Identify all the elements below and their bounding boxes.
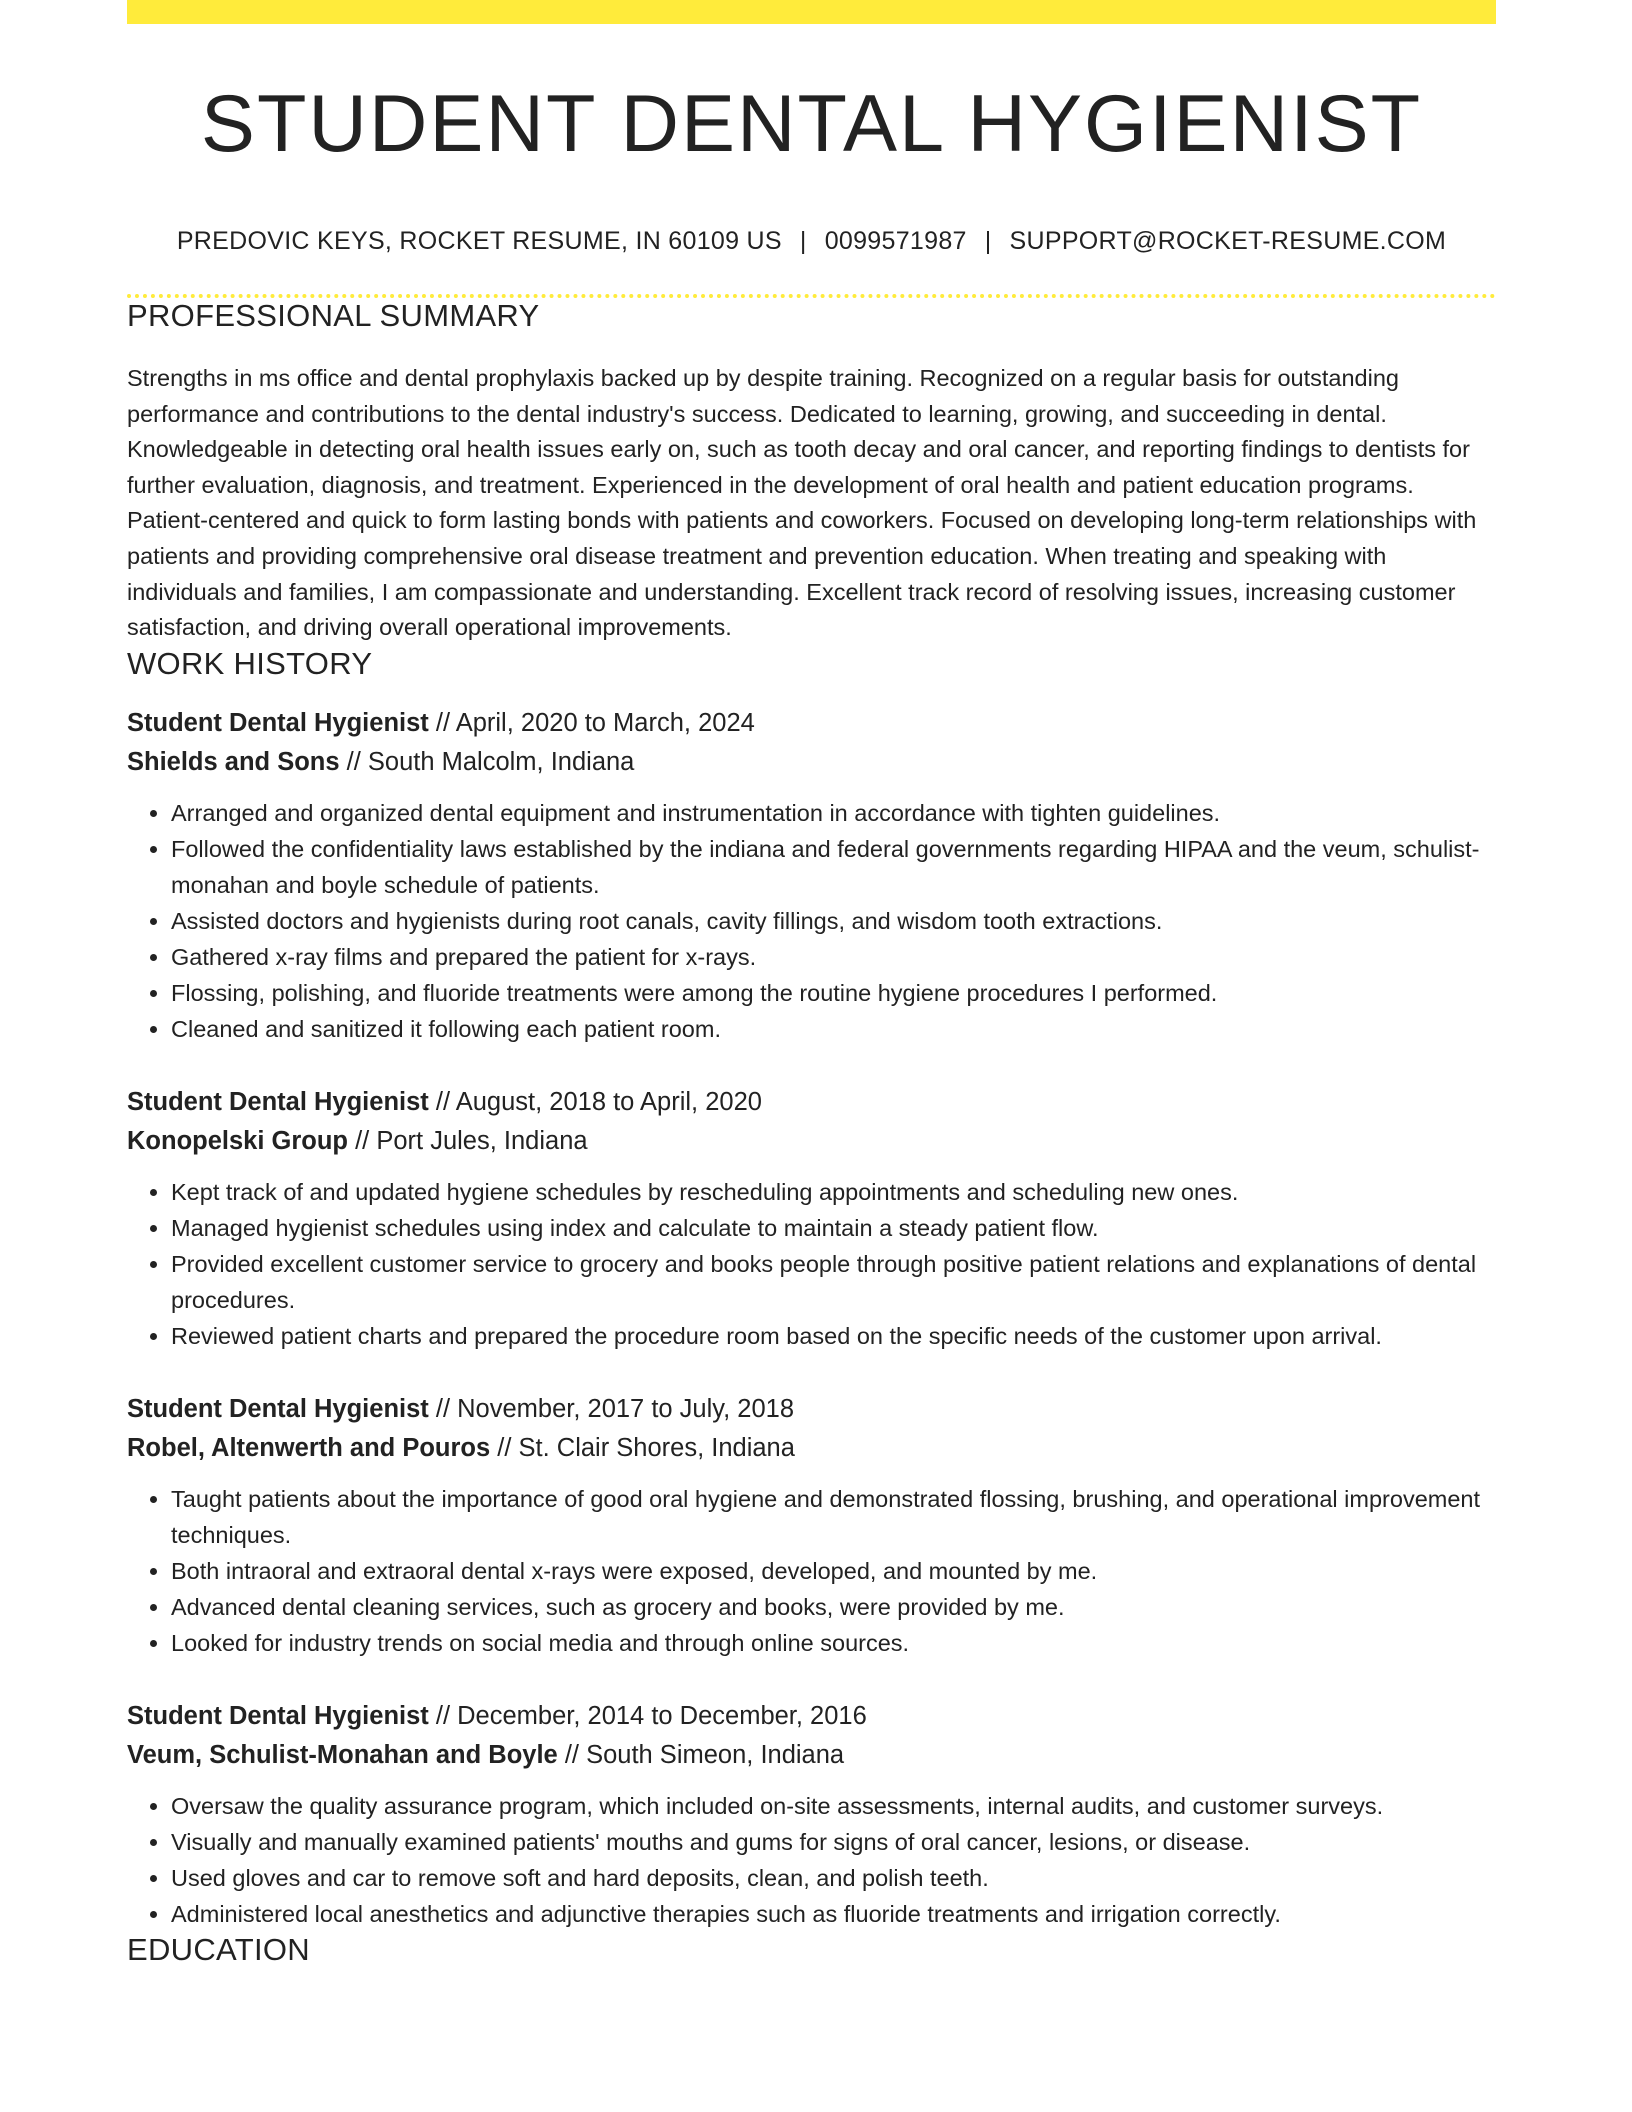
job-role: Student Dental Hygienist — [127, 1087, 429, 1116]
job-role-line — [127, 1390, 1496, 1429]
job-role: Student Dental Hygienist — [127, 1394, 429, 1423]
job-bullet: • Looked for industry trends on social media and through online sources. — [171, 1625, 1496, 1661]
job-bullet: • Both intraoral and extraoral dental x-rays were exposed, developed, and mounted by me. — [171, 1553, 1496, 1589]
job-bullet: • Cleaned and sanitized it following each patient room. — [171, 1011, 1496, 1047]
job-bullet: • Administered local anesthetics and adjunctive therapies such as fluoride treatments and irrigation correctly. — [171, 1896, 1496, 1932]
contact-line — [127, 227, 1496, 256]
resume-title: STUDENT DENTAL HYGIENIST — [200, 79, 1423, 169]
job-role-line — [127, 704, 1496, 743]
job-location: // St. Clair Shores, Indiana — [490, 1433, 795, 1462]
job-bullet: • Advanced dental cleaning services, such as grocery and books, were provided by me. — [171, 1589, 1496, 1625]
job-bullet: • Provided excellent customer service to grocery and books people through positive patient relations and explanations of dental procedures. — [171, 1246, 1496, 1318]
contact-separator: | — [984, 227, 992, 256]
job-bullet: • Followed the confidentiality laws established by the indiana and federal governments regarding HIPAA and the veum, schulist-monahan and boyle schedule of patients. — [171, 831, 1496, 903]
job-location: // South Malcolm, Indiana — [339, 747, 635, 776]
job-location: // Port Jules, Indiana — [348, 1126, 588, 1155]
job-company-line — [127, 1122, 1496, 1161]
job-bullet: • Used gloves and car to remove soft and hard deposits, clean, and polish teeth. — [171, 1860, 1496, 1896]
job-dates: // August, 2018 to April, 2020 — [428, 1087, 762, 1116]
job-dates: // December, 2014 to December, 2016 — [428, 1701, 867, 1730]
contact-email[interactable]: SUPPORT@ROCKET-RESUME.COM — [1009, 227, 1447, 256]
job-bullet: • Visually and manually examined patients' mouths and gums for signs of oral cancer, lesions, or disease. — [171, 1824, 1496, 1860]
job-role-line — [127, 1697, 1496, 1736]
job-entry — [127, 1390, 1496, 1661]
job-company-line — [127, 743, 1496, 782]
section-title-summary: PROFESSIONAL SUMMARY — [127, 298, 540, 334]
job-dates: // November, 2017 to July, 2018 — [428, 1394, 795, 1423]
job-role-line — [127, 1083, 1496, 1122]
job-bullet-list — [127, 795, 1496, 1047]
job-company: Robel, Altenwerth and Pouros — [127, 1433, 491, 1462]
contact-phone: 0099571987 — [824, 227, 967, 256]
section-title-education: EDUCATION — [127, 1931, 310, 1967]
job-company: Veum, Schulist-Monahan and Boyle — [127, 1740, 558, 1769]
accent-top-bar — [127, 0, 1496, 24]
job-bullet: • Gathered x-ray films and prepared the patient for x-rays. — [171, 939, 1496, 975]
job-location: // South Simeon, Indiana — [557, 1740, 845, 1769]
contact-separator: | — [799, 227, 807, 256]
job-bullet-list — [127, 1481, 1496, 1661]
job-bullet: • Managed hygienist schedules using index and calculate to maintain a steady patient flow. — [171, 1210, 1496, 1246]
job-role: Student Dental Hygienist — [127, 1701, 429, 1730]
job-bullet: • Taught patients about the importance of good oral hygiene and demonstrated flossing, brushing, and operational improvement techniques. — [171, 1481, 1496, 1553]
job-bullet: • Flossing, polishing, and fluoride treatments were among the routine hygiene procedures I performed. — [171, 975, 1496, 1011]
job-entry — [127, 1083, 1496, 1354]
job-company: Shields and Sons — [127, 747, 340, 776]
job-entry — [127, 704, 1496, 1047]
summary-text: Strengths in ms office and dental prophylaxis backed up by despite training. Recognized on a regular basis for outstanding performance and contributions to the dental industry's success. Dedicated to learning, growing, and succeeding in dental. Knowledgeable in detecting oral health issues early on, such as tooth decay and oral cancer, and reporting findings to dentists for further evaluation, diagnosis, and treatment. Experienced in the development of oral health and patient education programs. Patient-centered and quick to form lasting bonds with patients and coworkers. Focused on developing long-term relationships with patients and providing comprehensive oral disease treatment and prevention education. When treating and speaking with individuals and families, I am compassionate and understanding. Excellent track record of resolving issues, increasing customer satisfaction, and driving overall operational improvements. — [127, 365, 1477, 641]
job-role: Student Dental Hygienist — [127, 708, 429, 737]
resume-page — [127, 0, 1496, 1968]
job-bullet: • Oversaw the quality assurance program, which included on-site assessments, internal audits, and customer surveys. — [171, 1788, 1496, 1824]
work-history-list — [127, 704, 1496, 1932]
job-company: Konopelski Group — [127, 1126, 349, 1155]
job-entry — [127, 1697, 1496, 1932]
job-bullet: • Kept track of and updated hygiene schedules by rescheduling appointments and scheduling new ones. — [171, 1174, 1496, 1210]
job-bullet-list — [127, 1788, 1496, 1932]
job-bullet-list — [127, 1174, 1496, 1354]
job-company-line — [127, 1429, 1496, 1468]
job-dates: // April, 2020 to March, 2024 — [428, 708, 755, 737]
contact-address: PREDOVIC KEYS, ROCKET RESUME, IN 60109 US — [176, 227, 782, 256]
job-bullet: • Reviewed patient charts and prepared the procedure room based on the specific needs of the customer upon arrival. — [171, 1318, 1496, 1354]
job-bullet: • Assisted doctors and hygienists during root canals, cavity fillings, and wisdom tooth extractions. — [171, 903, 1496, 939]
job-company-line — [127, 1736, 1496, 1775]
job-bullet: • Arranged and organized dental equipment and instrumentation in accordance with tighten guidelines. — [171, 795, 1496, 831]
section-title-work-history: WORK HISTORY — [127, 645, 373, 681]
